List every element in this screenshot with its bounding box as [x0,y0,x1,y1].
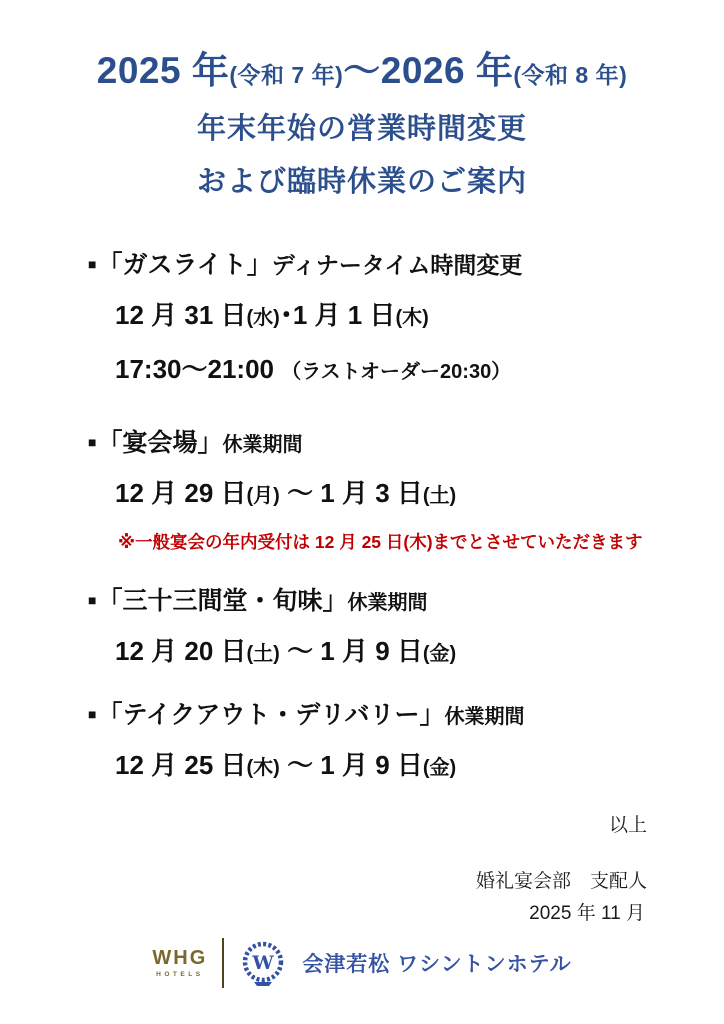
last-order-text: （ラストオーダー20:30） [281,361,512,383]
date-line [115,632,694,675]
title-line-years [0,48,724,102]
title-year-start: 2025 年 [96,50,230,91]
date-line [115,296,694,339]
logo-divider [222,938,224,988]
section-name-suffix: 休業期間 [444,706,525,728]
bullet-square-icon: ■ [88,706,97,722]
document-title [0,48,724,199]
title-era-start: (令和 7 年) [229,62,344,88]
weekday-text: (月) [246,485,280,507]
date-text: ～ 1 月 9 日 [279,750,423,780]
time-range-text: 17:30～21:00 [115,354,282,384]
section-name: 「テイクアウト・デリバリー」 [97,701,445,729]
laurel-wreath-w-icon [239,938,287,988]
date-text: ～ 1 月 9 日 [279,636,423,666]
title-year-end: ～2026 年 [343,50,514,91]
section-heading [88,426,694,463]
section-name: 「宴会場」 [97,429,223,457]
section-heading [88,248,694,285]
svg-text:W: W [252,952,274,974]
date-text: 12 月 25 日 [115,750,247,780]
signature-date: 2025 年 11 月 [529,903,645,924]
section-name-suffix: 休業期間 [347,592,428,614]
section-name-suffix: 休業期間 [222,434,303,456]
date-text: ～ 1 月 3 日 [279,478,423,508]
date-text: 12 月 20 日 [115,636,247,666]
date-line [115,746,694,789]
footer-logos [0,938,724,988]
weekday-text: (木) [395,307,429,329]
section-heading [88,698,694,735]
date-text: 12 月 29 日 [115,478,247,508]
title-line-3: および臨時休業のご案内 [196,166,527,198]
weekday-text: (土) [422,485,457,507]
section-sanjusangendo-shunmi [88,584,694,675]
closing-ijou: 以上 [608,815,647,836]
hotel-name-logo: 会津若松 ワシントンホテル [302,953,572,976]
weekday-text: (金) [422,757,457,779]
signature-department: 婚礼宴会部 支配人 [475,871,647,892]
whg-logo-text: WHG [152,947,208,969]
banquet-deadline-note: ※一般宴会の年内受付は 12 月 25 日(木)までとさせていただきます [118,532,643,552]
section-heading [88,584,694,621]
date-text: ･1 月 1 日 [279,300,396,330]
bullet-square-icon: ■ [88,256,97,272]
date-line [115,474,694,517]
section-name-suffix: ディナータイム時間変更 [271,252,523,278]
section-banquet-hall [88,426,694,554]
weekday-text: (土) [246,643,280,665]
whg-hotels-logo [152,948,207,978]
section-name: 「三十三間堂・旬味」 [97,587,348,615]
title-line-2: 年末年始の営業時間変更 [196,113,527,145]
title-era-end: (令和 8 年) [513,62,628,88]
bullet-square-icon: ■ [88,592,97,608]
section-gaslight-dinner [88,248,694,393]
time-line [115,350,694,393]
weekday-text: (木) [246,757,280,779]
date-text: 12 月 31 日 [115,300,247,330]
whg-hotels-label: HOTELS [156,971,204,978]
weekday-text: (金) [422,643,457,665]
section-takeout-delivery [88,698,694,789]
bullet-square-icon: ■ [88,434,97,450]
section-name: 「ガスライト」 [97,251,272,279]
weekday-text: (水) [246,307,280,329]
